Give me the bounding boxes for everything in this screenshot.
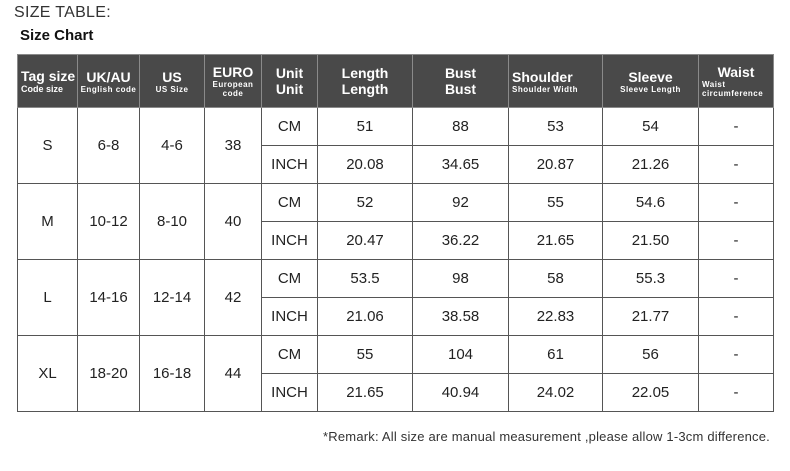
waist-cell: - <box>699 298 774 336</box>
header-main: Length <box>341 65 389 81</box>
header-main: Shoulder <box>512 68 573 85</box>
size-table-title: SIZE TABLE: <box>14 4 111 21</box>
header-waist <box>699 55 774 108</box>
shoulder-cell: 53 <box>509 108 603 146</box>
unit-cell: INCH <box>262 146 318 184</box>
sleeve-cell: 54 <box>603 108 699 146</box>
header-sub: Waist circumference <box>702 80 764 98</box>
sleeve-cell: 21.26 <box>603 146 699 184</box>
uk-au-cell: 6-8 <box>78 108 140 184</box>
header-main: EURO <box>212 64 254 80</box>
remark-note: *Remark: All size are manual measurement ,please allow 1-3cm difference. <box>323 429 770 444</box>
euro-cell: 38 <box>205 108 262 184</box>
header-main: Tag size <box>21 68 76 84</box>
waist-cell: - <box>699 260 774 298</box>
bust-cell: 38.58 <box>413 298 509 336</box>
header-us <box>140 55 205 108</box>
header-main: US <box>162 68 182 85</box>
tag-size-cell: S <box>18 108 78 184</box>
us-cell: 8-10 <box>140 184 205 260</box>
bust-cell: 34.65 <box>413 146 509 184</box>
waist-cell: - <box>699 222 774 260</box>
tag-size-cell: M <box>18 184 78 260</box>
header-main: Unit <box>275 65 304 81</box>
bust-cell: 92 <box>413 184 509 222</box>
header-unit <box>262 55 318 108</box>
size-chart-subtitle: Size Chart <box>20 27 94 44</box>
header-length <box>318 55 413 108</box>
table-row <box>18 108 774 146</box>
us-cell: 12-14 <box>140 260 205 336</box>
uk-au-cell: 14-16 <box>78 260 140 336</box>
header-euro <box>205 55 262 108</box>
uk-au-cell: 18-20 <box>78 336 140 412</box>
bust-cell: 88 <box>413 108 509 146</box>
header-sub: European code <box>212 80 254 98</box>
header-bust <box>413 55 509 108</box>
header-tag-size <box>18 55 78 108</box>
sleeve-cell: 21.50 <box>603 222 699 260</box>
length-cell: 52 <box>318 184 413 222</box>
length-cell: 20.47 <box>318 222 413 260</box>
euro-cell: 44 <box>205 336 262 412</box>
header-sub: US Size <box>155 84 189 94</box>
shoulder-cell: 22.83 <box>509 298 603 336</box>
bust-cell: 98 <box>413 260 509 298</box>
bust-cell: 36.22 <box>413 222 509 260</box>
tag-size-cell: L <box>18 260 78 336</box>
shoulder-cell: 24.02 <box>509 374 603 412</box>
table-row <box>18 184 774 222</box>
header-row <box>18 55 774 108</box>
shoulder-cell: 21.65 <box>509 222 603 260</box>
euro-cell: 42 <box>205 260 262 336</box>
header-shoulder <box>509 55 603 108</box>
length-cell: 51 <box>318 108 413 146</box>
unit-cell: INCH <box>262 374 318 412</box>
length-cell: 55 <box>318 336 413 374</box>
header-sub: Bust <box>444 81 477 97</box>
header-sub: Code size <box>21 84 64 94</box>
header-sub: Unit <box>275 81 304 97</box>
length-cell: 53.5 <box>318 260 413 298</box>
shoulder-cell: 61 <box>509 336 603 374</box>
waist-cell: - <box>699 184 774 222</box>
unit-cell: INCH <box>262 298 318 336</box>
size-chart-table <box>17 54 774 412</box>
uk-au-cell: 10-12 <box>78 184 140 260</box>
header-sub: English code <box>80 84 137 94</box>
unit-cell: CM <box>262 260 318 298</box>
header-uk-au <box>78 55 140 108</box>
bust-cell: 104 <box>413 336 509 374</box>
unit-cell: INCH <box>262 222 318 260</box>
length-cell: 20.08 <box>318 146 413 184</box>
length-cell: 21.06 <box>318 298 413 336</box>
shoulder-cell: 58 <box>509 260 603 298</box>
bust-cell: 40.94 <box>413 374 509 412</box>
waist-cell: - <box>699 336 774 374</box>
tag-size-cell: XL <box>18 336 78 412</box>
header-main: UK/AU <box>86 68 131 85</box>
header-main: Waist <box>717 64 755 80</box>
waist-cell: - <box>699 146 774 184</box>
header-main: Sleeve <box>628 68 673 85</box>
length-cell: 21.65 <box>318 374 413 412</box>
sleeve-cell: 22.05 <box>603 374 699 412</box>
us-cell: 16-18 <box>140 336 205 412</box>
sleeve-cell: 21.77 <box>603 298 699 336</box>
header-sub: Length <box>341 81 389 97</box>
waist-cell: - <box>699 108 774 146</box>
unit-cell: CM <box>262 108 318 146</box>
table-row <box>18 336 774 374</box>
sleeve-cell: 55.3 <box>603 260 699 298</box>
us-cell: 4-6 <box>140 108 205 184</box>
table-row <box>18 260 774 298</box>
waist-cell: - <box>699 374 774 412</box>
header-sleeve <box>603 55 699 108</box>
shoulder-cell: 55 <box>509 184 603 222</box>
header-sub: Shoulder Width <box>512 84 579 94</box>
unit-cell: CM <box>262 184 318 222</box>
euro-cell: 40 <box>205 184 262 260</box>
header-main: Bust <box>444 65 477 81</box>
unit-cell: CM <box>262 336 318 374</box>
header-sub: Sleeve Length <box>620 84 681 94</box>
sleeve-cell: 56 <box>603 336 699 374</box>
sleeve-cell: 54.6 <box>603 184 699 222</box>
shoulder-cell: 20.87 <box>509 146 603 184</box>
